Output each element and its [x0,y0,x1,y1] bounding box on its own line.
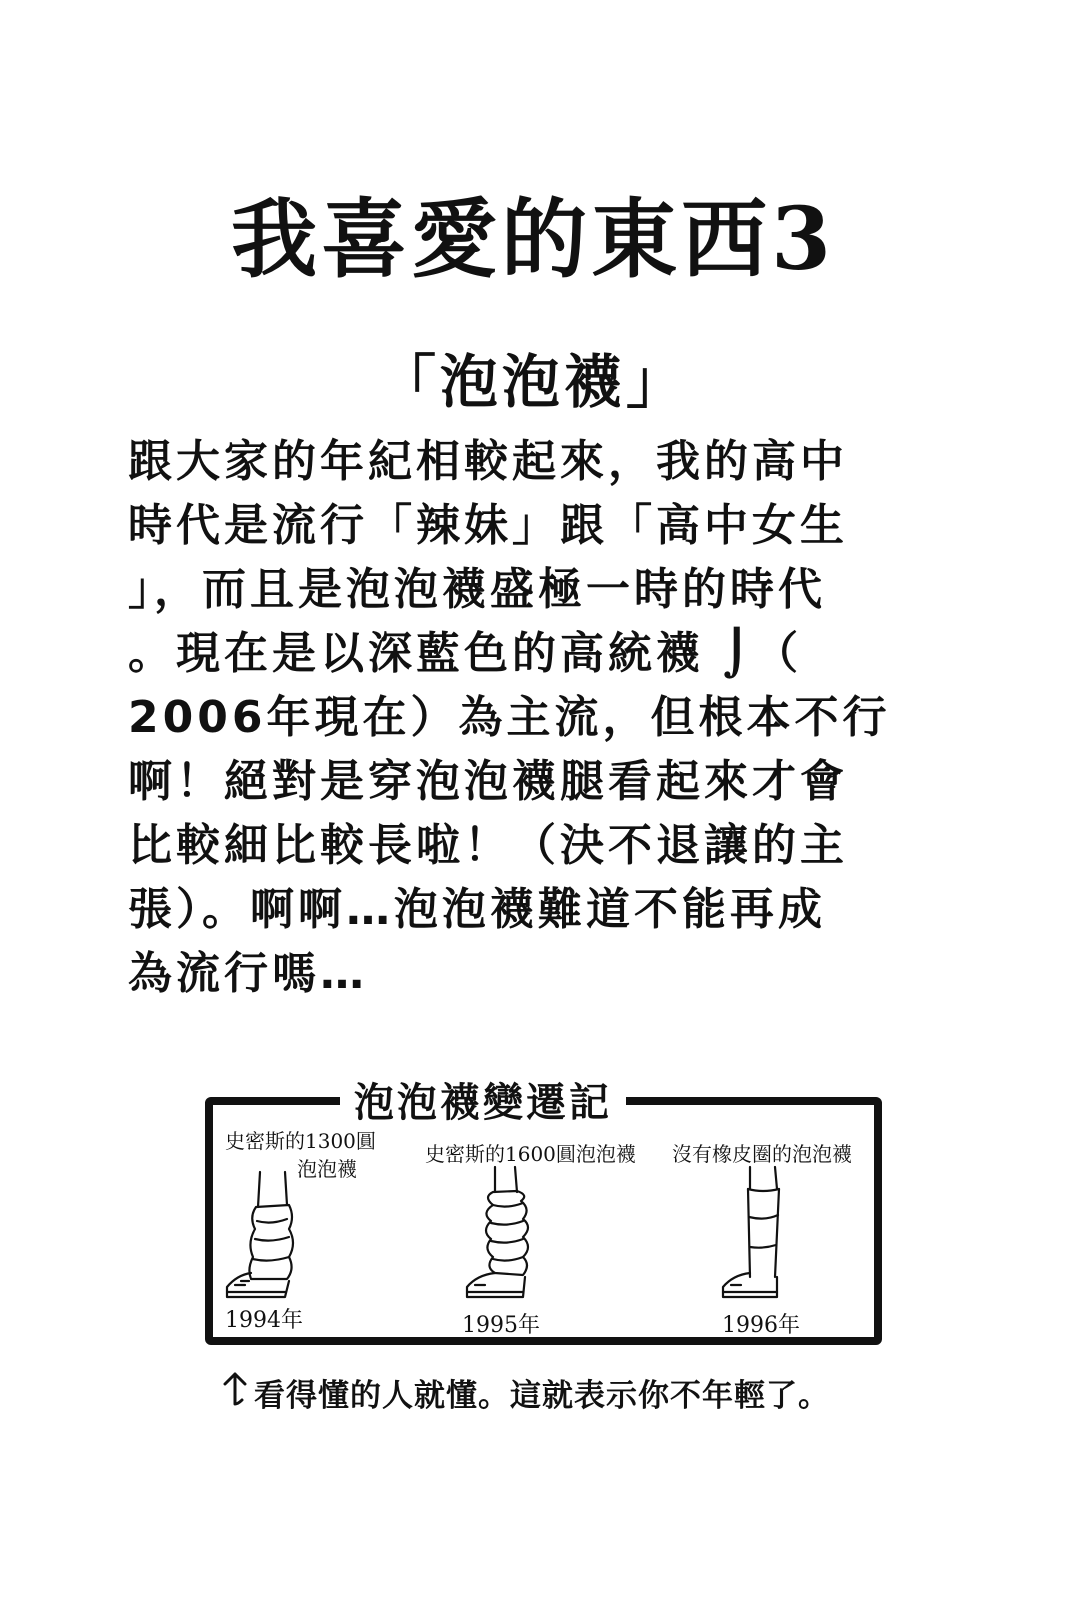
caption-line: 史密斯的1300圓 [225,1129,376,1153]
caption-1996 [672,1140,852,1168]
body-line: 時代是流行「辣妹」跟「高中女生 [128,500,848,551]
leg-illustration-1995 [467,1167,528,1297]
body-line: 2006年現在）為主流，但根本不行 [128,692,891,743]
leg-illustration-1996 [723,1167,779,1297]
body-line: 啊！絕對是穿泡泡襪腿看起來才會 [128,756,848,807]
year-1995: 1995年 [462,1313,540,1338]
up-arrow-icon [222,1370,248,1422]
caption-line: 泡泡襪 [297,1157,357,1181]
page-subtitle: 「泡泡襪」 [377,348,688,416]
leg-illustration-1994 [227,1172,293,1297]
caption-1994 [225,1127,376,1183]
body-line: 」，而且是泡泡襪盛極一時的時代 [128,564,826,615]
footnote [222,1370,882,1422]
body-line: 為流行嗎… [128,948,368,999]
body-line: 。現在是以深藍色的高統襪 ⌡（ [128,628,803,679]
caption-1995 [425,1140,636,1168]
figure-title: 泡泡襪變遷記 [340,1073,626,1133]
caption-line: 沒有橡皮圈的泡泡襪 [672,1142,852,1166]
footnote-text: 看得懂的人就懂。這就表示你不年輕了。 [254,1378,830,1414]
year-1994: 1994年 [225,1308,303,1333]
body-line: 跟大家的年紀相較起來，我的高中 [128,436,848,487]
body-line: 張）。啊啊…泡泡襪難道不能再成 [128,884,826,935]
year-1996: 1996年 [722,1313,800,1338]
body-line: 比較細比較長啦！（決不退讓的主 [128,820,848,871]
caption-line: 史密斯的1600圓泡泡襪 [425,1142,636,1166]
body-text [128,430,928,1006]
page-title: 我喜愛的東西3 [231,189,835,290]
